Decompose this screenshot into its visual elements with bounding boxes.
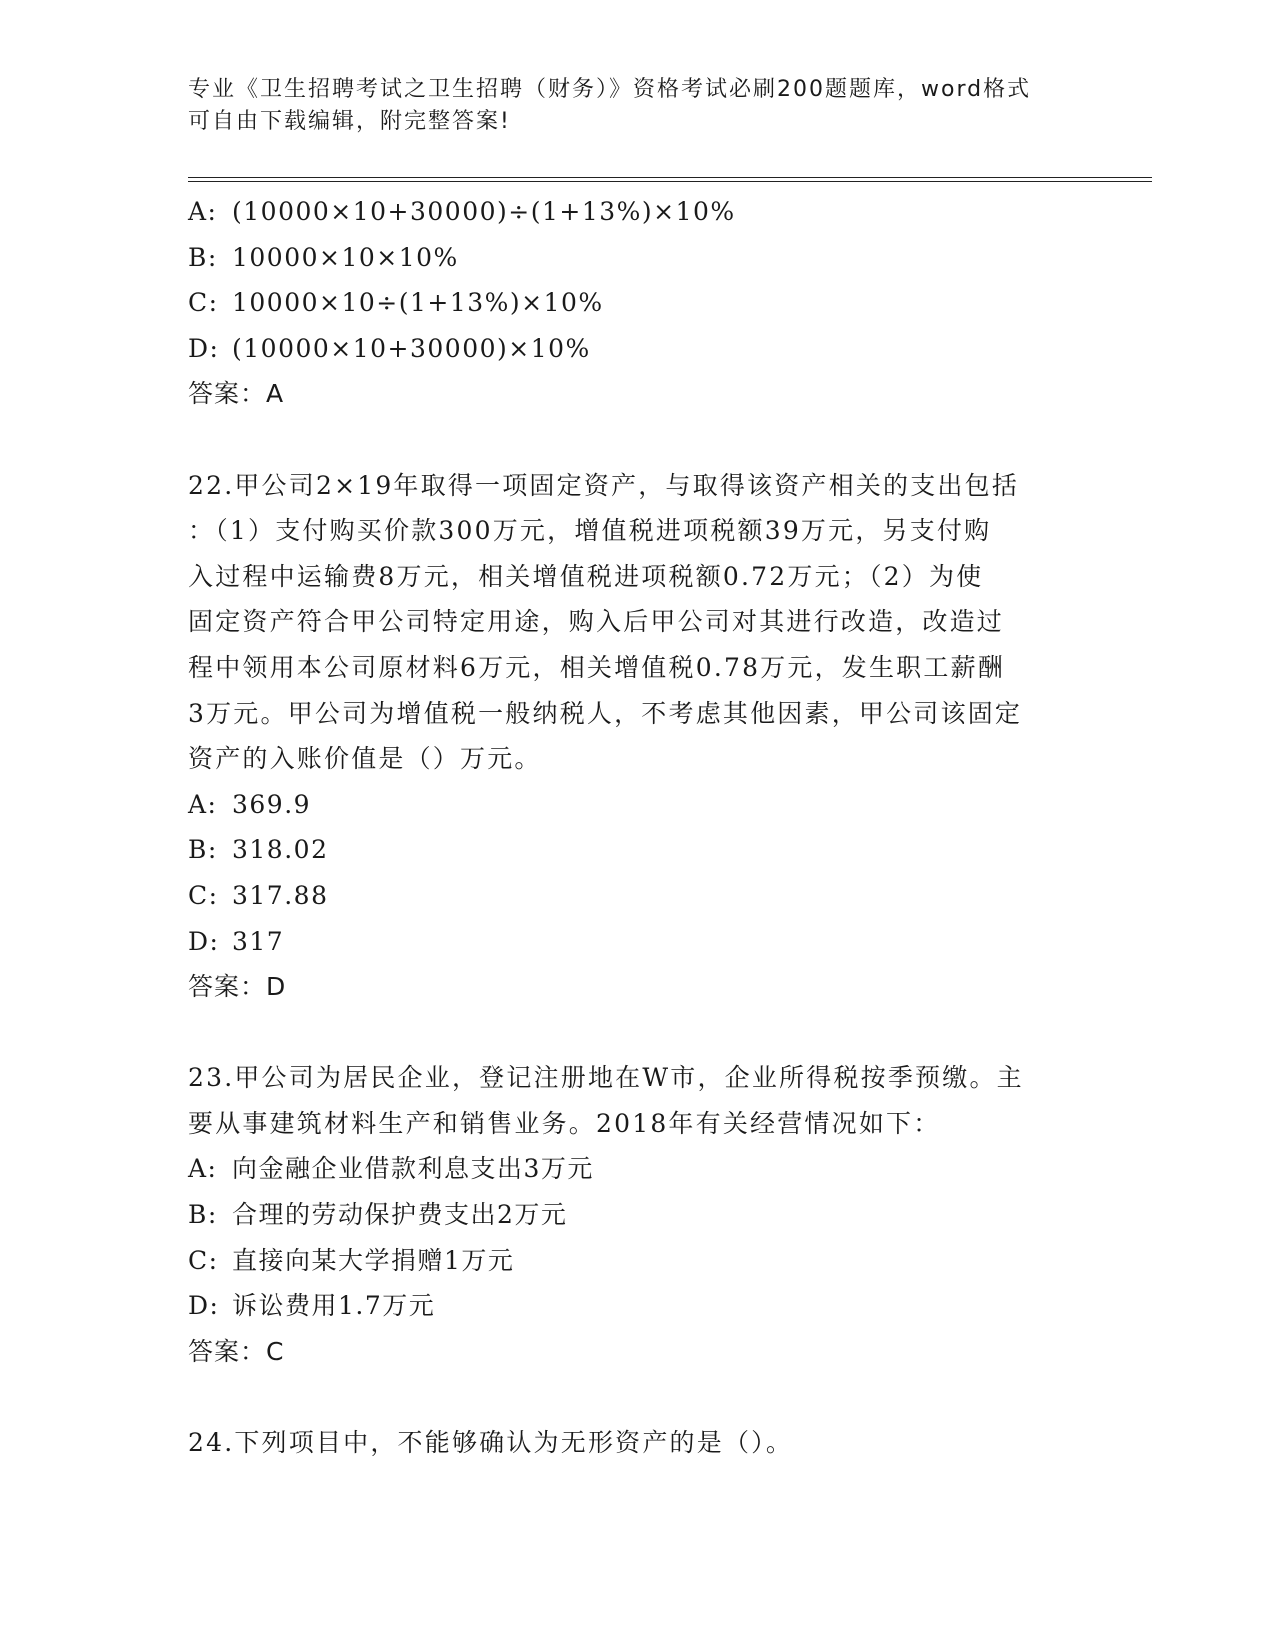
question-text: 23.甲公司为居民企业，登记注册地在W市，企业所得税按季预缴。主 要从事建筑材料生产和销售业务。2018年有关经营情况如下： [188,1063,1024,1138]
option-b: B: 10000×10×10% [188,242,459,272]
header-line-1: 专业《卫生招聘考试之卫生招聘（财务）》资格考试必刷200题题库，word格式 [188,77,1032,102]
option-c: C: 317.88 [188,880,329,910]
option-d: D: 诉讼费用1.7万元 [188,1291,436,1321]
header-rule [188,177,1152,178]
option-b: B: 318.02 [188,835,329,865]
option-d: D: 317 [188,926,285,956]
option-a: A: (10000×10+30000)÷(1+13%)×10% [188,197,736,226]
document-header [188,74,1068,138]
option-c: C: 10000×10÷(1+13%)×10% [188,288,604,318]
question-list [188,189,1108,1466]
question-24 [188,1420,1108,1466]
option-c: C: 直接向某大学捐赠1万元 [188,1245,515,1275]
question-text: 22.甲公司2×19年取得一项固定资产，与取得该资产相关的支出包括 ：（1）支付购买价款300万元，增值税进项税额39万元，另支付购 入过程中运输费8万元，相关增值税进项税额0.72万元；（2）为使 固定资产符合甲公司特定用途，购入后甲公司对其进行改造，改造过 程中领用本公司原材料6万元，相关增值税0.78万元，发生职工薪酬 3万元。甲公司为增值税一般纳税人，不考虑其他因素，甲公司该固定 资产的入账价值是（）万元。 [188,470,1023,774]
option-a: A: 369.9 [188,789,312,819]
answer: 答案：D [188,972,287,1002]
question-22 [188,463,1108,1010]
header-rule-secondary [188,181,1152,182]
option-a: A: 向金融企业借款利息支出3万元 [188,1154,594,1184]
question-21 [188,189,1108,417]
option-d: D: (10000×10+30000)×10% [188,333,591,363]
answer: 答案：A [188,379,285,409]
question-23 [188,1055,1108,1374]
question-text: 24.下列项目中，不能够确认为无形资产的是（）。 [188,1428,794,1458]
header-line-2: 可自由下载编辑，附完整答案! [188,109,511,134]
answer: 答案：C [188,1336,285,1366]
option-b: B: 合理的劳动保护费支出2万元 [188,1200,568,1230]
